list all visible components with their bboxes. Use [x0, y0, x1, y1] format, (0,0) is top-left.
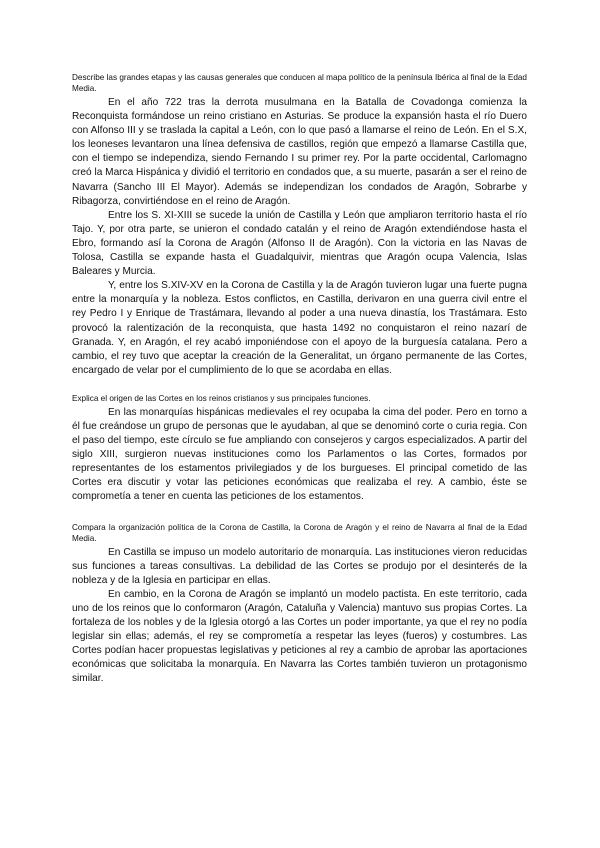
section-cortes-origin — [72, 393, 527, 505]
paragraph: En Castilla se impuso un modelo autoritario de monarquía. Las instituciones vieron reducidas sus funciones a tareas consultivas. La debilidad de las Cortes se produjo por el desinterés de la nobleza y de la Iglesia en participar en ellas. — [72, 546, 527, 586]
paragraph: Entre los S. XI-XIII se sucede la unión de Castilla y León que ampliaron territorio hasta el río Tajo. Y, por otra parte, se unieron el condado catalán y el reino de Aragón extendiéndose hasta el Ebro, formando así la Corona de Aragón (Alfonso II de Aragón). Con la victoria en las Navas de Tolosa, Castilla se expande hasta el Guadalquivir, mientras que Aragón ocupa Valencia, Islas Baleares y Murcia. — [72, 209, 527, 278]
paragraph: Y, entre los S.XIV-XV en la Corona de Castilla y la de Aragón tuvieron lugar una fuerte pugna entre la monarquía y la nobleza. Estos conflictos, en Castilla, derivaron en una guerra civil entre el rey Pedro I y Enrique de Trastámara, llevando al poder a una nueva dinastía, los Trastámara. Esto provocó la ralentización de la reconquista, que hasta 1492 no conquistaron el reino nazarí de Granada. Y, en Aragón, el rey acabó imponiéndose con el apoyo de la burguesía catalana. Pero a cambio, el rey tuvo que aceptar la creación de la Generalitat, un órgano permanente de las Cortes, encargado de velar por el cumplimiento de lo que se acordaba en ellas. — [72, 280, 527, 376]
paragraph: En cambio, en la Corona de Aragón se implantó un modelo pactista. En este territorio, cada uno de los reinos que lo conformaron (Aragón, Cataluña y Valencia) mantuvo sus propias Cortes. La fortaleza de los nobles y de la Iglesia otorgó a las Cortes un poder importante, ya que el rey no podía legislar sin ellas; además, el rey se comprometía a respetar las leyes (fueros) y costumbres. Las Cortes podían hacer propuestas legislativas y peticiones al rey a cambio de aprobar las aportaciones económicas que solicitaba la monarquía. En Navarra las Cortes también tuvieron un protagonismo similar. — [72, 588, 527, 685]
document-page — [72, 72, 527, 701]
question-heading: Describe las grandes etapas y las causas generales que conducen al mapa político de la península Ibérica al final de la Edad Media. — [72, 73, 527, 93]
question-heading: Compara la organización política de la Corona de Castilla, la Corona de Aragón y el reino de Navarra al final de la Edad Media. — [72, 522, 527, 543]
section-political-map — [72, 72, 527, 378]
paragraph: En el año 722 tras la derrota musulmana en la Batalla de Covadonga comienza la Reconquista formándose un reino cristiano en Asturias. Se produce la expansión hasta el río Duero con Alfonso III y se traslada la capital a León, con lo que pasó a llamarse el reino de León. En el S.X, los leoneses levantaron una línea defensiva de castillos, región que empezó a llamarse Castilla que, con el tiempo se independiza, siendo Fernando I su primer rey. Por la parte occidental, Carlomagno creó la Marca Hispánica y dividió el territorio en condados que, a su muerte, pasarán a ser el reino de Navarra (Sancho III El Mayor). Además se independizan los condados de Aragón, Sobrarbe y Ribagorza, convirtiéndose en el reino de Aragón. — [72, 97, 527, 207]
section-political-organization — [72, 522, 527, 687]
paragraph: En las monarquías hispánicas medievales el rey ocupaba la cima del poder. Pero en torno a él fue creándose un grupo de personas que le ayudaban, al que se denominó corte o curia regia. Con el paso del tiempo, este círculo se fue ampliando con consejeros y cargos especializados. A partir del siglo XIII, surgieron nuevas instituciones como los Parlamentos o las Cortes, formados por representantes de los estamentos privilegiados y de los burgueses. El principal cometido de las Cortes era discutir y votar las peticiones económicas que realizaba el rey. A cambio, éste se comprometía a tener en cuenta las peticiones de los estamentos. — [72, 406, 527, 503]
question-heading: Explica el origen de las Cortes en los reinos cristianos y sus principales funciones. — [72, 393, 371, 403]
